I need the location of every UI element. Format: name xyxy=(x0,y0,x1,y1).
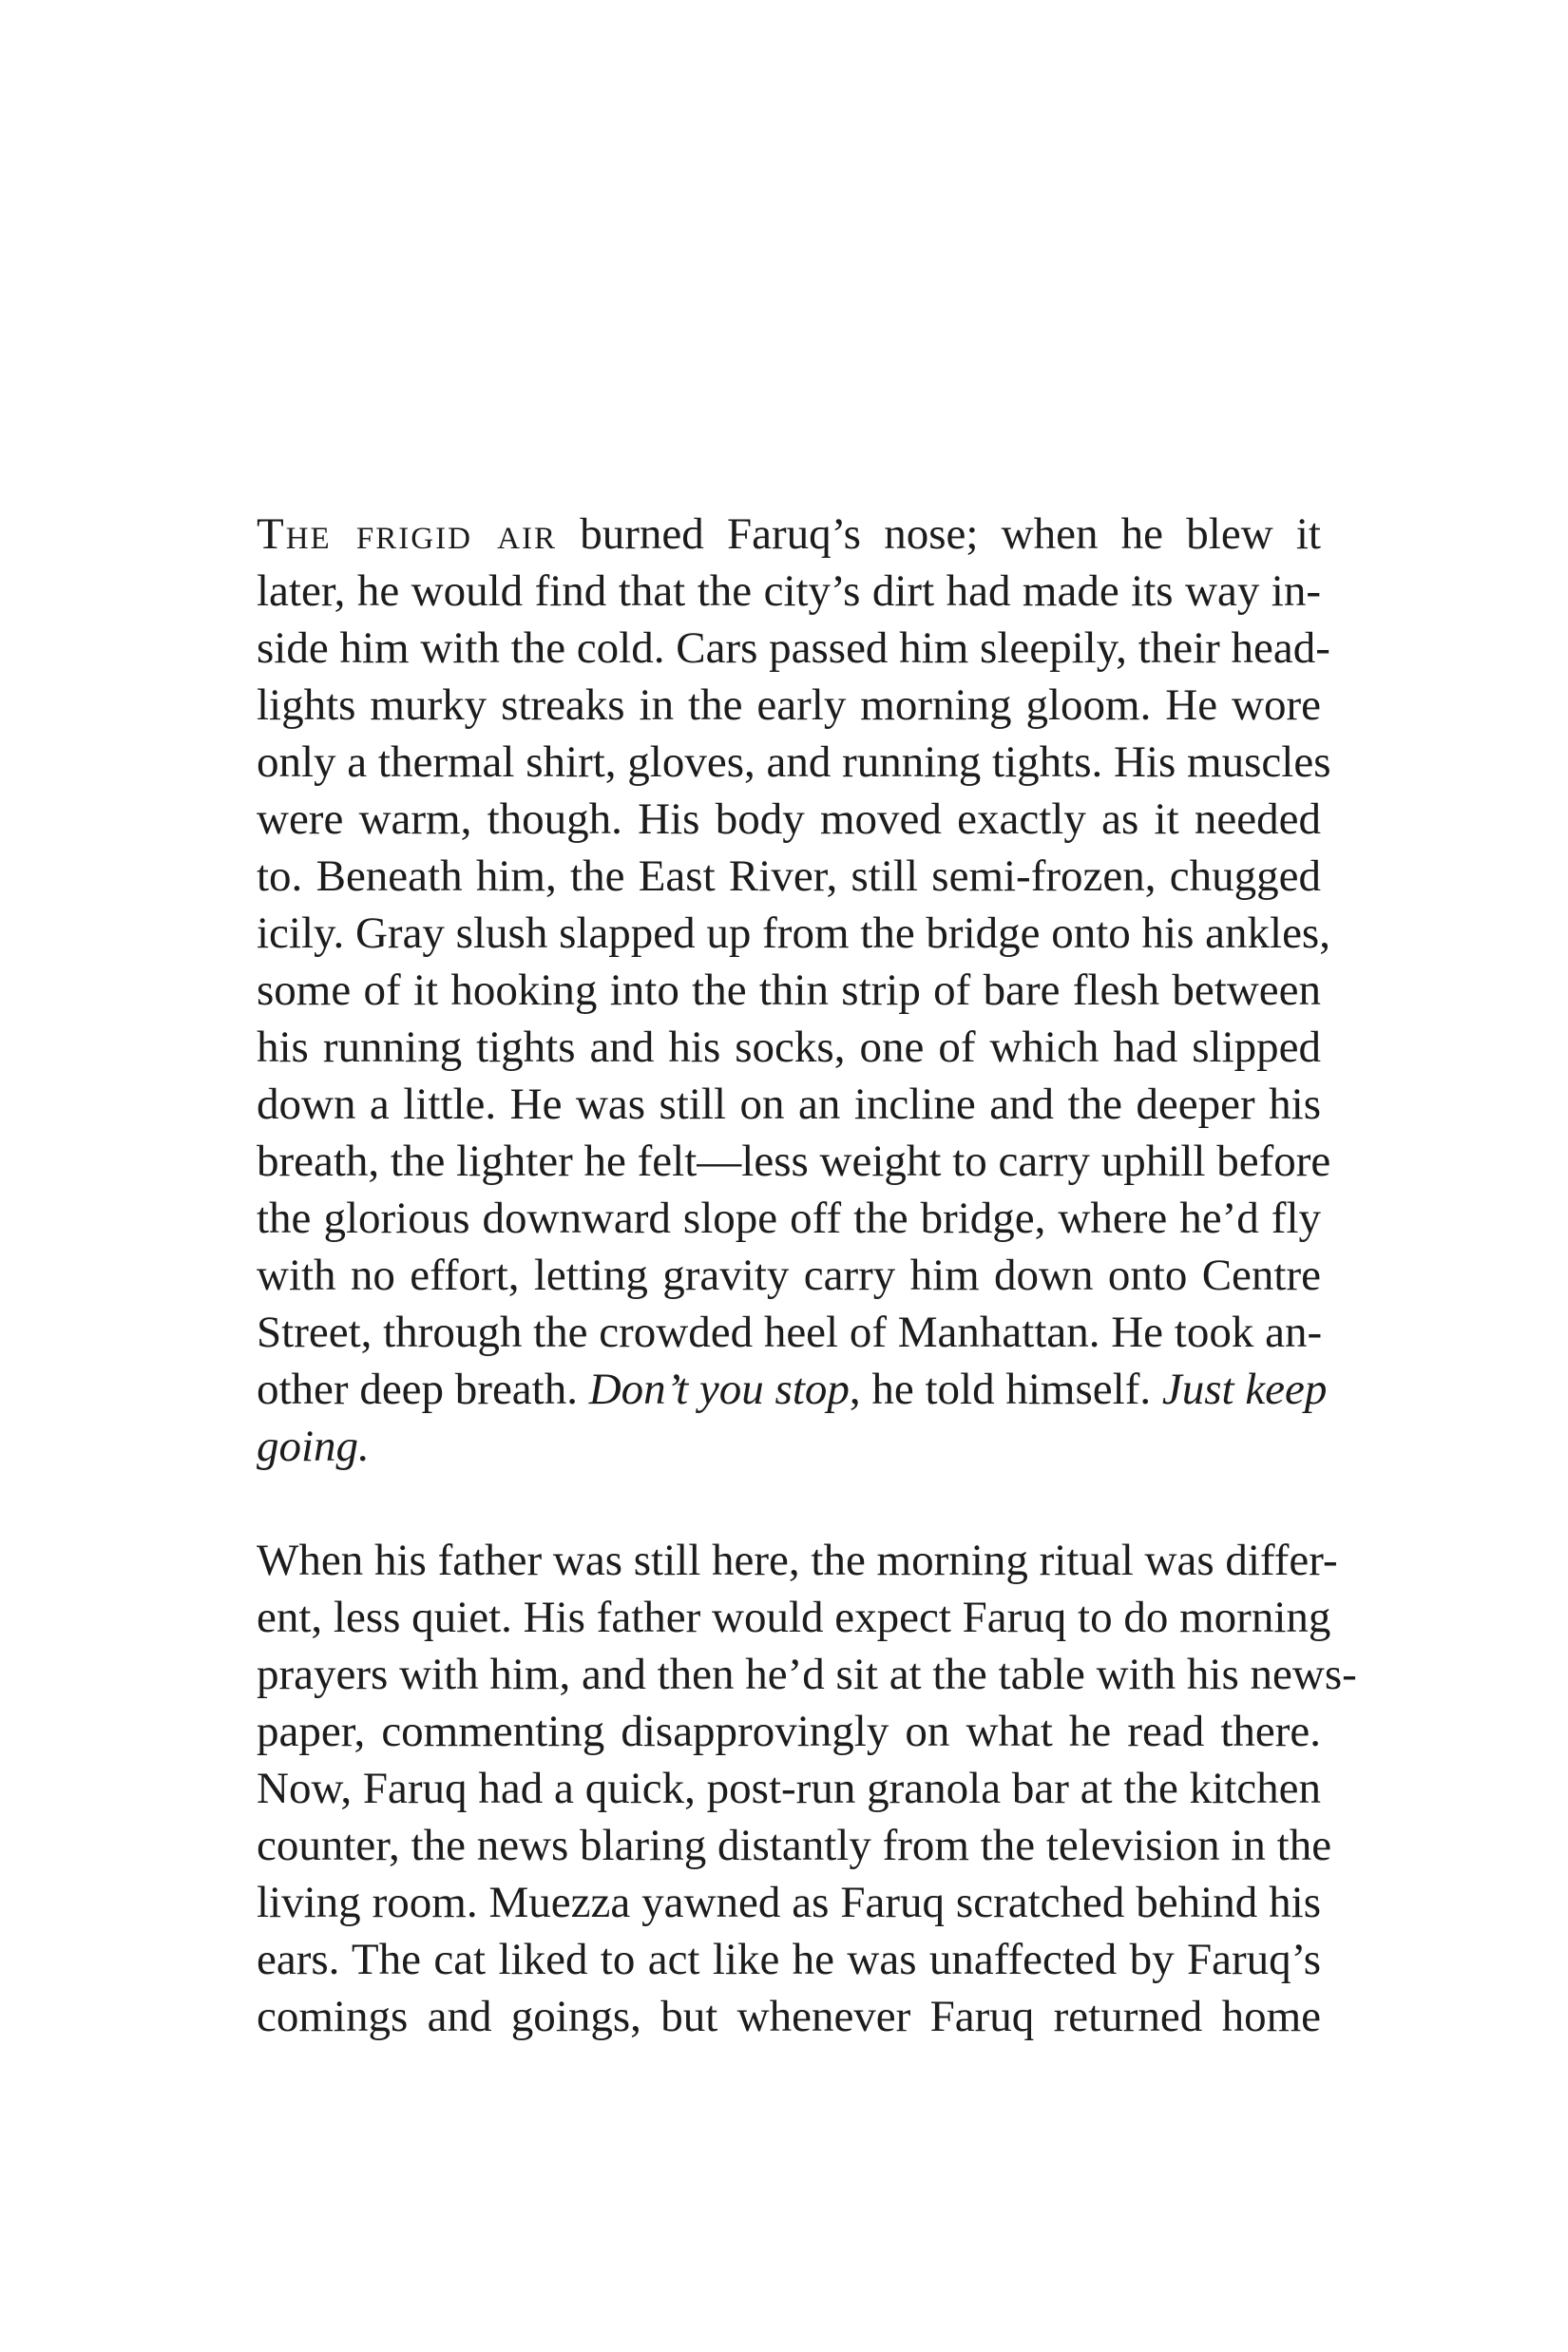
line-text: prayers with him, and then he’d sit at the table with his news- xyxy=(257,1650,1357,1699)
line-text: comings and goings, but whenever Faruq returned home xyxy=(257,1992,1321,2041)
line-text: some of it hooking into the thin strip of bare flesh between xyxy=(257,966,1321,1015)
paragraph-1 xyxy=(257,506,1331,1475)
text-line xyxy=(257,1133,1331,1190)
text-line xyxy=(257,1361,1328,1418)
text-line xyxy=(257,962,1321,1019)
line-text: Now, Faruq had a quick, post-run granola bar at the kitchen xyxy=(257,1764,1321,1813)
line-text: side him with the cold. Cars passed him sleepily, their head- xyxy=(257,623,1330,673)
text-line xyxy=(257,1760,1321,1817)
line-text: , he told himself. xyxy=(849,1365,1162,1414)
text-line xyxy=(257,1076,1321,1133)
text-line xyxy=(257,791,1321,848)
line-text: counter, the news blaring distantly from the television in the xyxy=(257,1821,1332,1870)
text-line xyxy=(257,1190,1321,1247)
line-text: icily. Gray slush slapped up from the bridge onto his ankles, xyxy=(257,908,1330,958)
line-text: lights murky streaks in the early morning gloom. He wore xyxy=(257,680,1321,730)
text-line xyxy=(257,677,1321,734)
line-text: When his father was still here, the morning ritual was differ- xyxy=(257,1536,1338,1585)
paragraph-gap xyxy=(257,1475,1321,1532)
text-line xyxy=(257,1304,1321,1361)
line-text: down a little. He was still on an incline and the deeper his xyxy=(257,1080,1321,1129)
text-line xyxy=(257,1019,1321,1076)
line-text: living room. Muezza yawned as Faruq scratched behind his xyxy=(257,1878,1321,1927)
line-text: burned Faruq’s nose; when he blew it xyxy=(557,509,1321,559)
text-line xyxy=(257,848,1321,905)
text-line xyxy=(257,1988,1321,2045)
page-body-text xyxy=(257,506,1357,2045)
text-line xyxy=(257,734,1331,791)
line-text: his running tights and his socks, one of which had slipped xyxy=(257,1023,1321,1072)
text-line xyxy=(257,620,1330,677)
text-line xyxy=(257,1931,1321,1988)
line-text: later, he would find that the city’s dirt had made its way in- xyxy=(257,566,1321,616)
text-line xyxy=(257,563,1321,620)
text-line xyxy=(257,1247,1321,1304)
line-text: ent, less quiet. His father would expect Faruq to do morning xyxy=(257,1593,1331,1642)
line-text: Street, through the crowded heel of Manhattan. He took an- xyxy=(257,1308,1323,1357)
text-line xyxy=(257,506,1321,563)
italic-text: Just keep xyxy=(1161,1365,1328,1414)
line-text: only a thermal shirt, gloves, and running tights. His muscles xyxy=(257,737,1331,787)
text-line xyxy=(257,1703,1321,1760)
italic-text: going. xyxy=(257,1422,370,1471)
line-text: paper, commenting disapprovingly on what he read there. xyxy=(257,1707,1321,1756)
italic-text: Don’t you stop xyxy=(588,1365,850,1414)
line-text: the glorious downward slope off the bridge, where he’d fly xyxy=(257,1194,1321,1243)
text-line xyxy=(257,905,1330,962)
text-line xyxy=(257,1532,1338,1589)
text-line xyxy=(257,1589,1331,1646)
opening-small-caps: The frigid air xyxy=(257,509,557,559)
paragraph-2 xyxy=(257,1532,1357,2045)
line-text: ears. The cat liked to act like he was unaffected by Faruq’s xyxy=(257,1935,1321,1984)
line-text: were warm, though. His body moved exactly as it needed xyxy=(257,794,1321,844)
line-text: with no effort, letting gravity carry him down onto Centre xyxy=(257,1251,1321,1300)
text-line xyxy=(257,1874,1321,1931)
text-line xyxy=(257,1646,1357,1703)
line-text: to. Beneath him, the East River, still semi-frozen, chugged xyxy=(257,851,1321,901)
text-line xyxy=(257,1817,1332,1874)
text-line xyxy=(257,1418,1321,1475)
line-text: other deep breath. xyxy=(257,1365,589,1414)
line-text: breath, the lighter he felt—less weight to carry uphill before xyxy=(257,1137,1331,1186)
